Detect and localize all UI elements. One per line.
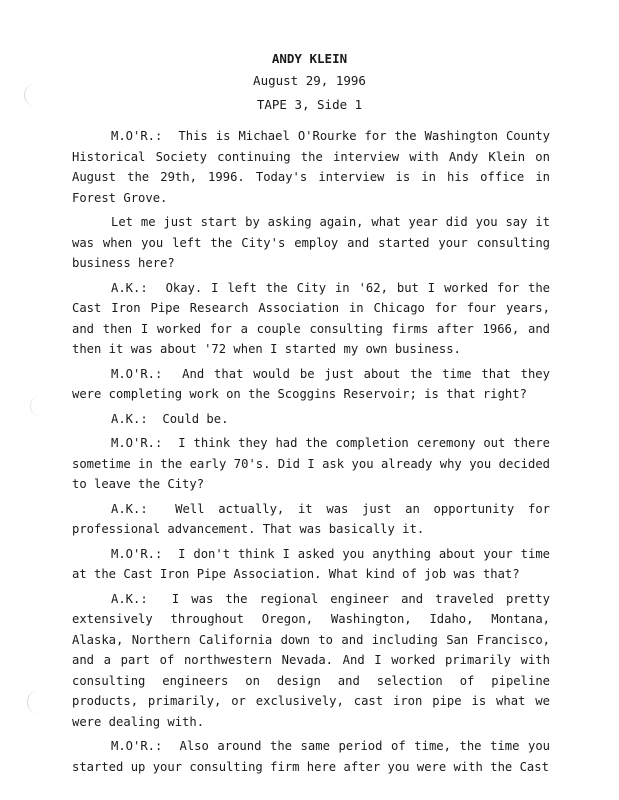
paragraph-text: Could be. <box>162 411 229 426</box>
transcript-paragraph <box>72 278 550 360</box>
paragraph-text: I was the regional engineer and traveled pretty extensively throughout Oregon, Washington, Idaho, Montana, Alaska, Northern California down to and including San Francisco, and a part of northwestern Nevada. And I worked primarily with consulting engineers on design and selection of pipeline products, primarily, or exclusively, cast iron pipe is what we were dealing with. <box>72 591 550 729</box>
paragraph-text: Also around the same period of time, the time you started up your consulting firm here after you were with the Cast <box>72 739 550 774</box>
paragraph-text: I think they had the completion ceremony out there sometime in the early 70's. Did I ask you already why you decided to leave the City? <box>72 436 550 491</box>
transcript-paragraph <box>72 433 550 495</box>
binder-hole-mark <box>27 690 41 714</box>
paragraph-text: Well actually, it was just an opportunity for professional advancement. That was basically it. <box>72 501 551 536</box>
transcript-paragraph <box>72 212 550 274</box>
speaker-label: M.O'R.: <box>111 546 163 561</box>
speaker-label: A.K.: <box>111 501 148 516</box>
transcript-paragraph <box>72 364 550 405</box>
interviewee-name: ANDY KLEIN <box>271 51 348 66</box>
paragraph-text: Okay. I left the City in '62, but I worked for the Cast Iron Pipe Research Association in Chicago for four years, and then I worked for a couple consulting firms after 1966, and then it was about '72 when I started my own business. <box>72 280 550 356</box>
speaker-label: A.K.: <box>111 591 148 606</box>
transcript-paragraph <box>72 126 550 208</box>
transcript-paragraph <box>72 544 550 585</box>
binder-hole-mark <box>30 396 44 416</box>
speaker-label: M.O'R.: <box>111 366 163 381</box>
paragraph-text: And that would be just about the time that they were completing work on the Scoggins Reservoir; is that right? <box>72 366 550 401</box>
paragraph-text: I don't think I asked you anything about your time at the Cast Iron Pipe Association. What kind of job was that? <box>72 546 550 581</box>
transcript-paragraph <box>72 736 550 777</box>
transcript-paragraph <box>72 589 550 733</box>
speaker-label: A.K.: <box>111 280 148 295</box>
speaker-label: M.O'R.: <box>111 739 163 753</box>
speaker-label: M.O'R.: <box>111 129 163 143</box>
interview-date: August 29, 1996 <box>253 73 366 88</box>
speaker-label: M.O'R.: <box>111 436 163 450</box>
tape-label: TAPE 3, Side 1 <box>256 97 363 112</box>
transcript-paragraph <box>72 499 550 540</box>
transcript-paragraph <box>72 409 550 430</box>
paragraph-text: Let me just start by asking again, what year did you say it was when you left the City's employ and started your consulting business here? <box>72 215 550 270</box>
paragraph-text: This is Michael O'Rourke for the Washington County Historical Society continuing the interview with Andy Klein on August the 29th, 1996. Today's interview is in his office in Forest Grove. <box>72 129 550 205</box>
speaker-label: A.K.: <box>111 411 148 426</box>
transcript-body <box>72 126 550 781</box>
